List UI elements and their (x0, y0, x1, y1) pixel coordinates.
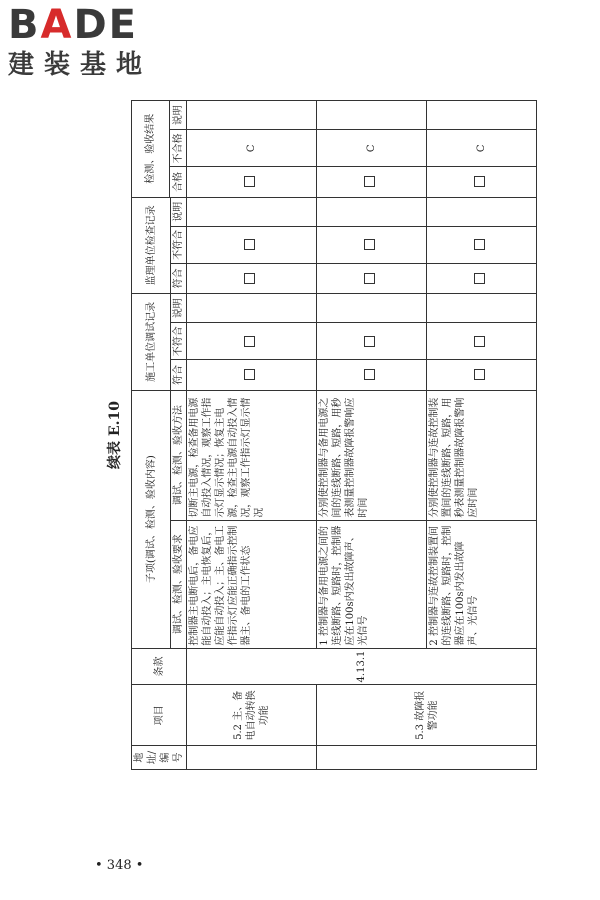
pass-header: 合格 (170, 167, 187, 197)
checkbox[interactable] (244, 336, 255, 347)
checkbox[interactable] (244, 273, 255, 284)
logo-brand: BADE (8, 2, 138, 48)
c-note-header: 说明 (171, 294, 187, 323)
clause-header: 条款 (132, 648, 187, 685)
requirement-cell: 2 控制器与连故控制装置间的连线断路、短路时，控制器应在100s内发出故障声、光信号 (427, 520, 537, 648)
sub-req-header: 调试、检测、验收要求 (171, 520, 187, 648)
supervision-header: 监理单位检查记录 (132, 197, 171, 293)
fail-mark: C (187, 130, 317, 167)
checkbox[interactable] (364, 369, 375, 380)
requirement-cell: 控制器主电断电后，备电应能自动投入；主电恢复后，应能自动投入；主、备电工作指示灯应能正确指示控制器主、备电的工作状态 (187, 520, 317, 648)
checkbox[interactable] (364, 336, 375, 347)
fail-mark: C (427, 130, 537, 167)
bade-logo (8, 2, 178, 94)
s-nonconform-header: 不符合 (171, 226, 187, 263)
checkbox[interactable] (244, 369, 255, 380)
checkbox[interactable] (474, 369, 485, 380)
checkbox[interactable] (364, 273, 375, 284)
rotated-table-area (105, 100, 487, 765)
fail-mark: C (317, 130, 427, 167)
s-conform-header: 符合 (171, 263, 187, 293)
construction-header: 施工单位调试记录 (132, 294, 171, 390)
sub-header: 子项(调试、检测、验收内容) (132, 390, 171, 648)
checkbox[interactable] (474, 239, 485, 250)
checkbox[interactable] (244, 239, 255, 250)
table-sheet (105, 100, 561, 770)
checkbox[interactable] (474, 336, 485, 347)
logo-subtitle: 建装基地 (8, 50, 153, 80)
table-row (187, 101, 317, 770)
checkbox[interactable] (474, 273, 485, 284)
item-cell: 5.2 主、备电自动转换功能 (187, 685, 317, 746)
inspection-table (131, 100, 537, 770)
fail-header: 不合格 (170, 130, 187, 167)
acceptance-header: 检测、验收结果 (132, 101, 170, 198)
sub-method-header: 调试、检测、验收方法 (171, 390, 187, 520)
item-cell: 5.3 故障报警功能 (317, 685, 537, 746)
checkbox[interactable] (474, 176, 485, 187)
checkbox[interactable] (244, 176, 255, 187)
method-cell: 分别使控制器与连故控制装置间的连线断路、短路，用秒表测量控制器故障报警响应时间 (427, 390, 537, 520)
table-title: 续表 E.10 (107, 401, 123, 469)
c-nonconform-header: 不符合 (171, 323, 187, 360)
checkbox[interactable] (364, 239, 375, 250)
page-number: • 348 • (95, 858, 144, 873)
method-cell: 切断主电源，检查备用电源自动投入情况，观察工作指示灯显示情况；恢复主电源，检查主电源自动投入情况，观察工作指示灯显示情况 (187, 390, 317, 520)
s-note-header: 说明 (171, 197, 187, 226)
c-conform-header: 符合 (171, 360, 187, 390)
checkbox[interactable] (364, 176, 375, 187)
addr-header: 地址/编号 (132, 746, 187, 770)
item-header: 项目 (132, 685, 187, 746)
note-header: 说明 (170, 101, 187, 130)
requirement-cell: 1 控制器与备用电源之间的连线断路、短路时，控制器应在100s内发出故障声、光信号 (317, 520, 427, 648)
method-cell: 分别使控制器与备用电源之间的连线断路、短路，用秒表测量控制器故障报警响应时间 (317, 390, 427, 520)
clause-cell: 4.13.1 (187, 648, 537, 685)
